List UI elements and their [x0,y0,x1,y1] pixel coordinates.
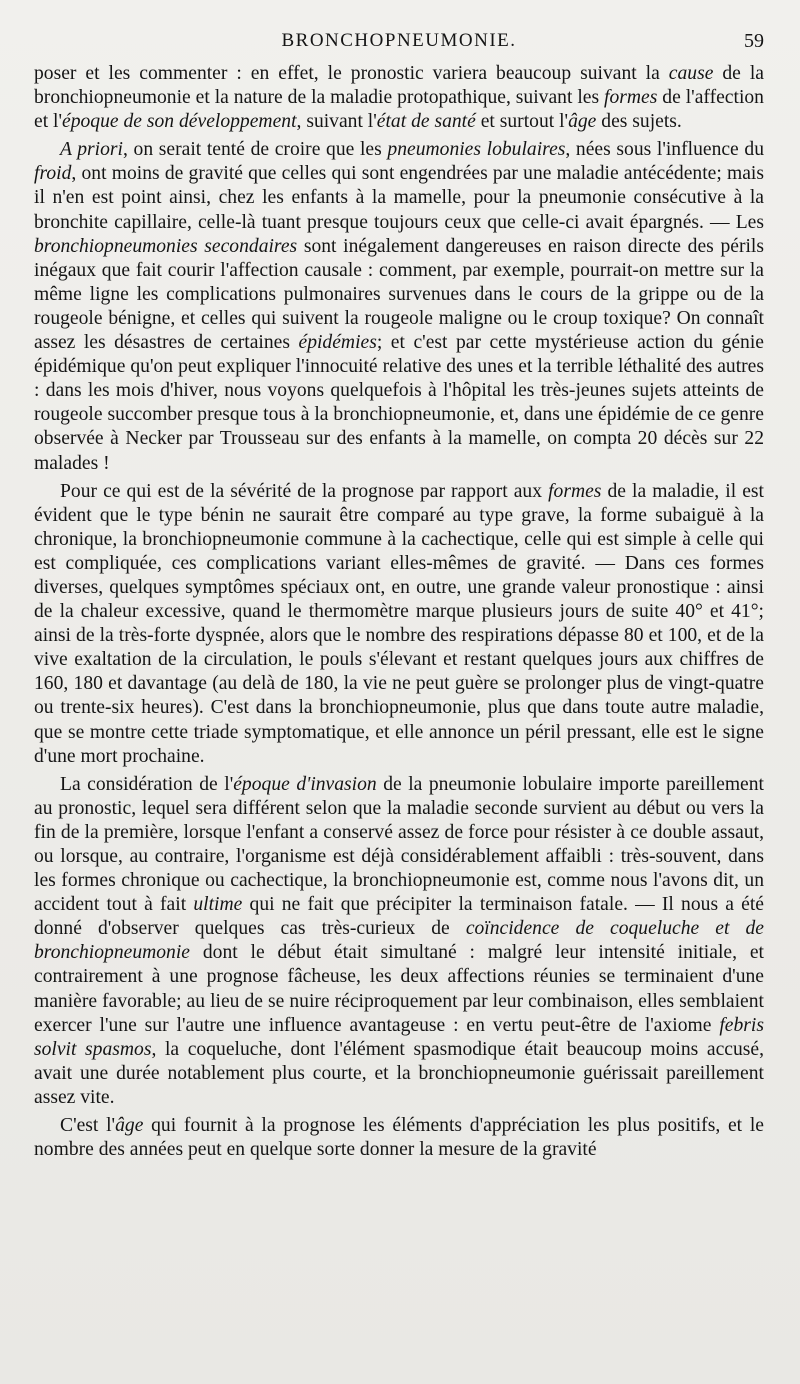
text-run: de l'affection et l' [34,87,764,133]
page-number: 59 [744,30,764,52]
italic-text: bronchiopneumonies secondaires [34,235,298,257]
italic-text: épidémies [298,332,377,354]
italic-text: coïncidence de coqueluche et de bronchiopneumonie [34,918,764,964]
italic-text: pneumonies lobulaires [387,139,566,161]
text-run: qui ne fait que précipiter la terminaison fatale. — Il nous a été donné d'observer quelques cas très-curieux de [34,894,764,940]
text-run: , nées sous l'influence du [565,139,764,161]
text-run: , on serait tenté de croire que les [123,139,388,161]
running-header [34,30,764,62]
italic-text: cause [668,63,714,84]
text-run: poser et les commenter : en effet, le pronostic variera beaucoup suivant la [34,63,669,84]
text-run: Pour ce qui est de la sévérité de la prognose par rapport aux [60,480,549,502]
text-run: qui fournit à la prognose les éléments d'appréciation les plus positifs, et le nombre des années peut en quelque sorte donner la mesure de la gravité [34,1115,764,1161]
running-title: BRONCHOPNEUMONIE. [281,30,517,51]
text-run: et surtout l' [475,111,569,133]
text-run: La considération de l' [60,773,234,795]
italic-text: formes [604,87,658,109]
text-run: , la coqueluche, dont l'élément spasmodique était beaucoup moins accusé, avait une durée notablement plus courte, et la bronchiopneumonie guérissait pareillement assez vite. [34,1038,765,1108]
italic-text: âge [568,111,597,133]
italic-text: ultime [193,894,243,916]
italic-text: époque de son développement [62,111,297,133]
text-run: de la bronchiopneumonie et la nature de la maladie protopathique, suivant les [34,63,764,109]
text-run: des sujets. [596,111,682,133]
body-text [34,62,764,1162]
text-run: , suivant l' [296,111,377,133]
paragraph [34,138,764,475]
text-run: C'est l' [60,1115,116,1137]
italic-text: époque d'invasion [233,773,377,795]
text-run: de la pneumonie lobulaire importe pareillement au pronostic, lequel sera différent selon que la maladie seconde survient au début ou vers la fin de la première, lorsque l'enfant a conservé assez de force pour résister à ce double assaut, ou lorsque, au contraire, l'organisme est déjà considérablement affaibli : très-souvent, dans les formes chronique ou cachectique, la bronchiopneumonie est, comme nous l'avons dit, un accident tout à fait [34,773,764,916]
paragraph [34,1114,764,1162]
paragraph [34,62,764,134]
italic-text: A priori [60,139,123,161]
text-run: dont le début était simultané : malgré leur intensité initiale, et contrairement à une prognose fâcheuse, les deux affections réunies se terminaient d'une manière favorable; au lieu de se nuire réciproquement par leur combinaison, elles semblaient exercer l'une sur l'autre une influence avantageuse : en vertu peut-être de l'axiome [34,942,764,1036]
italic-text: febris solvit spasmos [34,1014,764,1060]
italic-text: état de santé [376,111,476,133]
italic-text: âge [115,1115,144,1137]
paragraph [34,773,764,1110]
paragraph [34,480,764,769]
text-run: de la maladie, il est évident que le type bénin ne saurait être comparé au type grave, la forme subaiguë à la chronique, la bronchiopneumonie commune à la cachectique, celle qui est simple à celle qui est compliquée, ces complications variant elles-mêmes de gravité. — Dans ces formes diverses, quelques symptômes spéciaux ont, en outre, une grande valeur pronostique : ainsi de la chaleur excessive, quand le thermomètre marque plusieurs jours de suite 40° et 41°; ainsi de la très-forte dyspnée, alors que le nombre des respirations dépasse 80 et 100, et de la vive exaltation de la circulation, le pouls s'élevant et restant quelques jours aux chiffres de 160, 180 et davantage (au delà de 180, la vie ne peut guère se prolonger plus de vingt-quatre ou trente-six heures). C'est dans la bronchiopneumonie, plus que dans toute autre maladie, que se montre cette triade symptomatique, et elle annonce un péril pressant, elle est le signe d'une mort prochaine. [34,480,764,767]
text-run: sont inégalement dangereuses en raison directe des périls inégaux que fait courir l'affection causale : comment, par exemple, pourrait-on mettre sur la même ligne les complications pulmonaires survenues dans le cours de la grippe ou de la rougeole bénigne, et celles qui suivent la rougeole maligne ou le croup toxique? On connaît assez les désastres de certaines [34,235,764,354]
text-run: ; et c'est par cette mystérieuse action du génie épidémique qu'on peut expliquer l'innocuité relative des unes et la terrible léthalité des autres : dans les mois d'hiver, nous voyons quelquefois à l'hôpital les très-jeunes sujets atteints de rougeole succomber presque tous à la bronchiopneumonie, et, dans une épidémie de ce genre observée à Necker par Trousseau sur des enfants à la mamelle, on compta 20 décès sur 22 malades ! [34,332,764,474]
text-run: , ont moins de gravité que celles qui sont engendrées par une maladie antécédente; mais il n'en est point ainsi, chez les enfants à la mamelle, pour la pneumonie consécutive à la bronchite capillaire, celle-là tuant presque toujours ceux que celle-ci avait épargnés. — Les [34,163,764,233]
italic-text: froid [34,163,72,185]
italic-text: formes [548,480,602,502]
